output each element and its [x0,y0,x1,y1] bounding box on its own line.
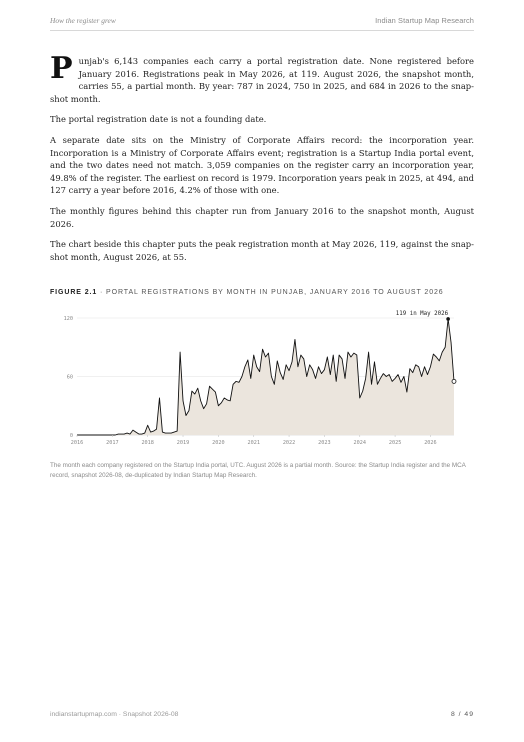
x-tick-label-2021: 2021 [247,440,260,446]
x-tick-label-2026: 2026 [424,440,437,446]
running-head-chapter: How the register grew [50,16,116,25]
running-head [50,16,474,25]
page-number: 8 / 49 [450,711,474,718]
registrations-area [77,319,454,435]
figure-caption: The month each company registered on the Startup India portal, UTC. August 2026 is a partial month. Source: the Startup India register and the MCA record, snapshot 2026-08, de-duplicated by Indian Startup Map Research. [50,462,466,479]
x-tick-label-2023: 2023 [318,440,331,446]
figure-label [50,289,444,296]
page-footer [50,711,474,718]
running-head-publication: Indian Startup Map Research [375,16,474,25]
x-tick-label-2017: 2017 [106,440,119,446]
registrations-area-chart [50,300,474,450]
dropcap: P [50,51,73,86]
paragraph-4: The monthly figures behind this chapter run from January 2016 to the snapshot month, August 2026. [50,205,474,229]
y-tick-label-120: 120 [63,316,73,322]
x-tick-label-2024: 2024 [353,440,366,446]
x-tick-label-2016: 2016 [70,440,84,446]
paragraph-2: The portal registration date is not a founding date. [50,114,267,125]
x-tick-label-2020: 2020 [212,440,225,446]
x-tick-label-2018: 2018 [141,440,154,446]
header-rule [50,30,474,31]
figure-number: FIGURE 2.1 [50,289,98,296]
paragraph-1-text: unjab's 6,143 companies each carry a portal registration date. None registered before January 2016. Registrations peak in May 2026, at 119. August 2026, the snapshot month, carries 55, a partial month. By year: 787 in 2024, 750 in 2025, and 684 in 2026 to the snap-shot month. [50,56,474,104]
snapshot-month-point [452,379,456,383]
peak-annotation: 119 in May 2026 [395,310,449,317]
peak-point [446,317,450,321]
x-tick-label-2025: 2025 [388,440,402,446]
y-tick-label-60: 60 [66,374,73,381]
figure-separator: · [97,289,107,296]
x-tick-label-2019: 2019 [176,440,190,446]
figure-title: PORTAL REGISTRATIONS BY MONTH IN PUNJAB, JANUARY 2016 TO AUGUST 2026 [106,289,444,296]
y-tick-label-0: 0 [69,433,73,439]
chapter-body [50,51,474,271]
paragraph-1 [50,51,474,105]
footer-source: indianstartupmap.com · Snapshot 2026-08 [50,711,179,718]
x-tick-label-2022: 2022 [282,440,296,446]
paragraph-5: The chart beside this chapter puts the peak registration month at May 2026, 119, against the snap-shot month, August 2026, at 55. [50,239,474,262]
paragraph-3: A separate date sits on the Ministry of Corporate Affairs record: the incorporation year. Incorporation is a Ministry of Corporate Affairs event; registration is a Startup India portal event, and the two dates need not match. 3,059 companies on the register carry an incorporation year, 49.8% of the register. The earliest on record is 1979. Incorporation years peak in 2025, at 494, and 127 carry a year before 2016, 4.2% of those with one. [50,134,474,196]
